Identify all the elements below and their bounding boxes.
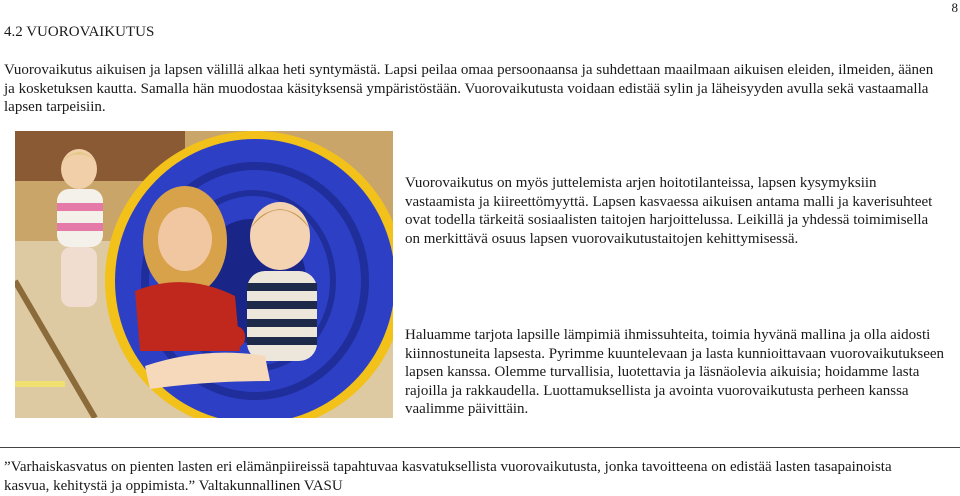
photo-toddler-body	[57, 189, 103, 247]
section-heading: 4.2 VUOROVAIKUTUS	[4, 24, 155, 40]
photo-child-stripe-3	[247, 319, 317, 327]
photo-toddler-stripe-2	[57, 223, 103, 231]
photo-illustration	[15, 131, 393, 418]
paragraph-our-approach: Haluamme tarjota lapsille lämpimiä ihmissuhteita, toimia hyvänä mallina ja olla aidosti kiinnostuneita lapsesta. Pyrimme kuuntelevaan ja lasta kunnioittavaan vuorovaikutukseen lapsen kanssa. Olemme turvallisia, luotettavia ja läsnäolevia aikuisia; hoidamme lasta rajoilla ja rakkaudella. Luottamuksellista ja avointa vuorovaikutusta perheen kanssa vaalimme päivittäin.	[405, 327, 945, 417]
page-number: 8	[951, 0, 958, 15]
photo-child-stripe	[247, 283, 317, 291]
vasu-quote: ”Varhaiskasvatus on pienten lasten eri elämänpiireissä tapahtuvaa kasvatuksellista vuorovaikutusta, jonka tavoitteena on edistää lasten tasapainoista kasvua, kehitystä ja oppimista.” Valtakunnallinen VASU	[4, 459, 892, 494]
photo-woman-face	[158, 207, 212, 271]
intro-paragraph: Vuorovaikutus aikuisen ja lapsen välillä alkaa heti syntymästä. Lapsi peilaa omaa persoonaansa ja suhdettaan maailmaan aikuisen eleiden, ilmeiden, äänen ja kosketuksen kautta. Samalla hän muodostaa käsityksensä ympäristöstään. Vuorovaikutusta voidaan edistää sylin ja läheisyyden avulla sekä vastaamalla lapsen tarpeisiin.	[4, 62, 934, 115]
photo-woman-arm	[165, 326, 245, 348]
photo	[15, 131, 393, 418]
photo-child-stripe-2	[247, 301, 317, 309]
photo-child-head	[250, 202, 310, 270]
photo-child-stripe-4	[247, 337, 317, 345]
paragraph-interaction: Vuorovaikutus on myös juttelemista arjen hoitotilanteissa, lapsen kysymyksiin vastaamista ja kiireettömyyttä. Lapsen kasvaessa aikuisen antama malli ja kaverisuhteet ovat todella tärkeitä sosiaalisten taitojen harjoittelussa. Leikillä ja yhdessä toimimisella on merkittävä osuus lapsen vuorovaikutustaitojen kehittymisessä.	[405, 175, 933, 247]
divider	[0, 447, 960, 448]
photo-toddler-stripe	[57, 203, 103, 211]
photo-floor-tape	[15, 381, 65, 387]
photo-toddler-legs	[61, 247, 97, 307]
